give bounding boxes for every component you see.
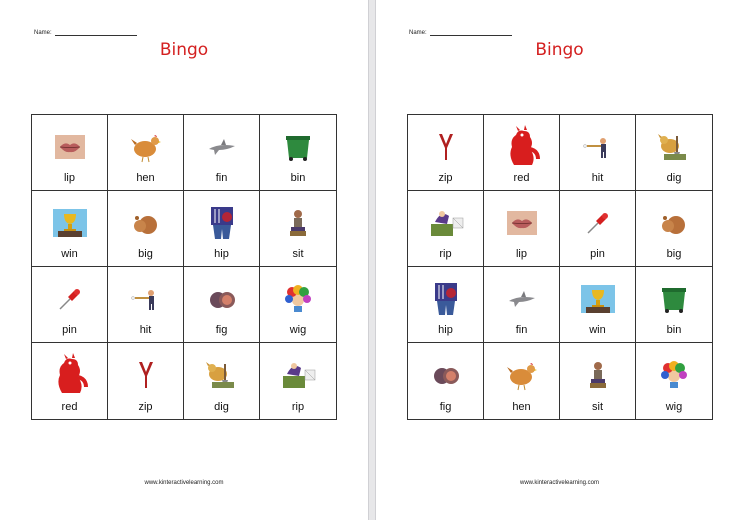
bingo-word: hip xyxy=(438,324,453,336)
bingo-word: dig xyxy=(214,401,229,413)
bingo-word: wig xyxy=(665,401,683,413)
bingo-card-right xyxy=(407,114,713,420)
sit-icon xyxy=(575,355,621,395)
bingo-word: big xyxy=(138,248,153,260)
hen-icon xyxy=(123,127,169,167)
rip-icon xyxy=(275,355,321,395)
bingo-word: sit xyxy=(292,248,304,260)
bingo-title: Bingo xyxy=(535,40,584,60)
bingo-cell-dig xyxy=(184,343,260,419)
name-blank-line xyxy=(55,29,137,36)
bingo-cell-bin xyxy=(260,115,336,191)
bingo-cell-red xyxy=(32,343,108,419)
bingo-cell-big xyxy=(636,191,712,267)
wig-icon xyxy=(275,279,321,319)
big-icon xyxy=(651,203,697,243)
bingo-word: fin xyxy=(515,324,528,336)
big-icon xyxy=(123,203,169,243)
pin-icon xyxy=(47,279,93,319)
bingo-word: hip xyxy=(214,248,229,260)
pin-icon xyxy=(575,203,621,243)
bingo-cell-hen xyxy=(108,115,184,191)
name-field xyxy=(409,29,512,36)
name-field xyxy=(34,29,137,36)
bingo-word: rip xyxy=(291,401,305,413)
bingo-cell-wig xyxy=(260,267,336,343)
dig-icon xyxy=(651,127,697,167)
zip-icon xyxy=(123,355,169,395)
worksheet-page-right xyxy=(376,0,743,520)
bin-icon xyxy=(651,279,697,319)
bingo-cell-hen xyxy=(484,343,560,419)
bingo-word: pin xyxy=(62,324,77,336)
bingo-word: hit xyxy=(591,172,604,184)
hit-icon xyxy=(123,279,169,319)
bingo-word: pin xyxy=(590,248,605,260)
name-blank-line xyxy=(430,29,512,36)
bingo-cell-zip xyxy=(408,115,484,191)
hip-icon xyxy=(199,203,245,243)
bingo-cell-pin xyxy=(560,191,636,267)
bingo-word: hen xyxy=(136,172,155,184)
bingo-word: rip xyxy=(439,248,452,260)
bingo-card-left xyxy=(31,114,337,420)
bingo-word: fig xyxy=(215,324,228,336)
zip-icon xyxy=(423,127,469,167)
bingo-cell-rip xyxy=(408,191,484,267)
bingo-word: dig xyxy=(666,172,682,184)
bingo-cell-fig xyxy=(408,343,484,419)
fin-icon xyxy=(499,279,545,319)
bingo-word: bin xyxy=(290,172,306,184)
bingo-cell-sit xyxy=(260,191,336,267)
sit-icon xyxy=(275,203,321,243)
bingo-title: Bingo xyxy=(159,40,209,60)
lip-icon xyxy=(47,127,93,167)
name-label: Name: xyxy=(34,30,52,36)
bingo-cell-hit xyxy=(108,267,184,343)
bin-icon xyxy=(275,127,321,167)
win-icon xyxy=(575,279,621,319)
bingo-word: win xyxy=(589,324,606,336)
name-label: Name: xyxy=(409,30,427,36)
bingo-word: lip xyxy=(515,248,527,260)
bingo-word: sit xyxy=(592,401,603,413)
bingo-cell-big xyxy=(108,191,184,267)
bingo-word: red xyxy=(513,172,530,184)
bingo-cell-hip xyxy=(184,191,260,267)
bingo-word: hen xyxy=(512,401,531,413)
hit-icon xyxy=(575,127,621,167)
bingo-word: fin xyxy=(215,172,228,184)
win-icon xyxy=(47,203,93,243)
lip-icon xyxy=(499,203,545,243)
bingo-cell-fig xyxy=(184,267,260,343)
bingo-word: hit xyxy=(139,324,152,336)
rip-icon xyxy=(423,203,469,243)
bingo-word: red xyxy=(61,401,78,413)
footer-url: www.kinteractivelearning.com xyxy=(519,480,600,486)
dig-icon xyxy=(199,355,245,395)
bingo-word: wig xyxy=(289,324,307,336)
bingo-word: lip xyxy=(63,172,75,184)
bingo-word: big xyxy=(666,248,682,260)
bingo-word: win xyxy=(61,248,78,260)
bingo-cell-lip xyxy=(484,191,560,267)
worksheet-page-left xyxy=(0,0,368,520)
bingo-word: bin xyxy=(666,324,682,336)
bingo-cell-pin xyxy=(32,267,108,343)
bingo-cell-win xyxy=(32,191,108,267)
bingo-cell-zip xyxy=(108,343,184,419)
hen-icon xyxy=(499,355,545,395)
bingo-cell-dig xyxy=(636,115,712,191)
wig-icon xyxy=(651,355,697,395)
fig-icon xyxy=(423,355,469,395)
footer-url: www.kinteractivelearning.com xyxy=(144,480,224,486)
red-icon xyxy=(47,355,93,395)
fin-icon xyxy=(199,127,245,167)
bingo-cell-win xyxy=(560,267,636,343)
bingo-cell-bin xyxy=(636,267,712,343)
bingo-cell-rip xyxy=(260,343,336,419)
fig-icon xyxy=(199,279,245,319)
red-icon xyxy=(499,127,545,167)
page-divider xyxy=(368,0,376,520)
bingo-cell-sit xyxy=(560,343,636,419)
bingo-word: zip xyxy=(138,401,153,413)
bingo-cell-hip xyxy=(408,267,484,343)
bingo-cell-lip xyxy=(32,115,108,191)
bingo-cell-red xyxy=(484,115,560,191)
bingo-word: fig xyxy=(439,401,452,413)
bingo-cell-fin xyxy=(184,115,260,191)
bingo-cell-hit xyxy=(560,115,636,191)
bingo-cell-fin xyxy=(484,267,560,343)
bingo-word: zip xyxy=(438,172,453,184)
hip-icon xyxy=(423,279,469,319)
bingo-cell-wig xyxy=(636,343,712,419)
